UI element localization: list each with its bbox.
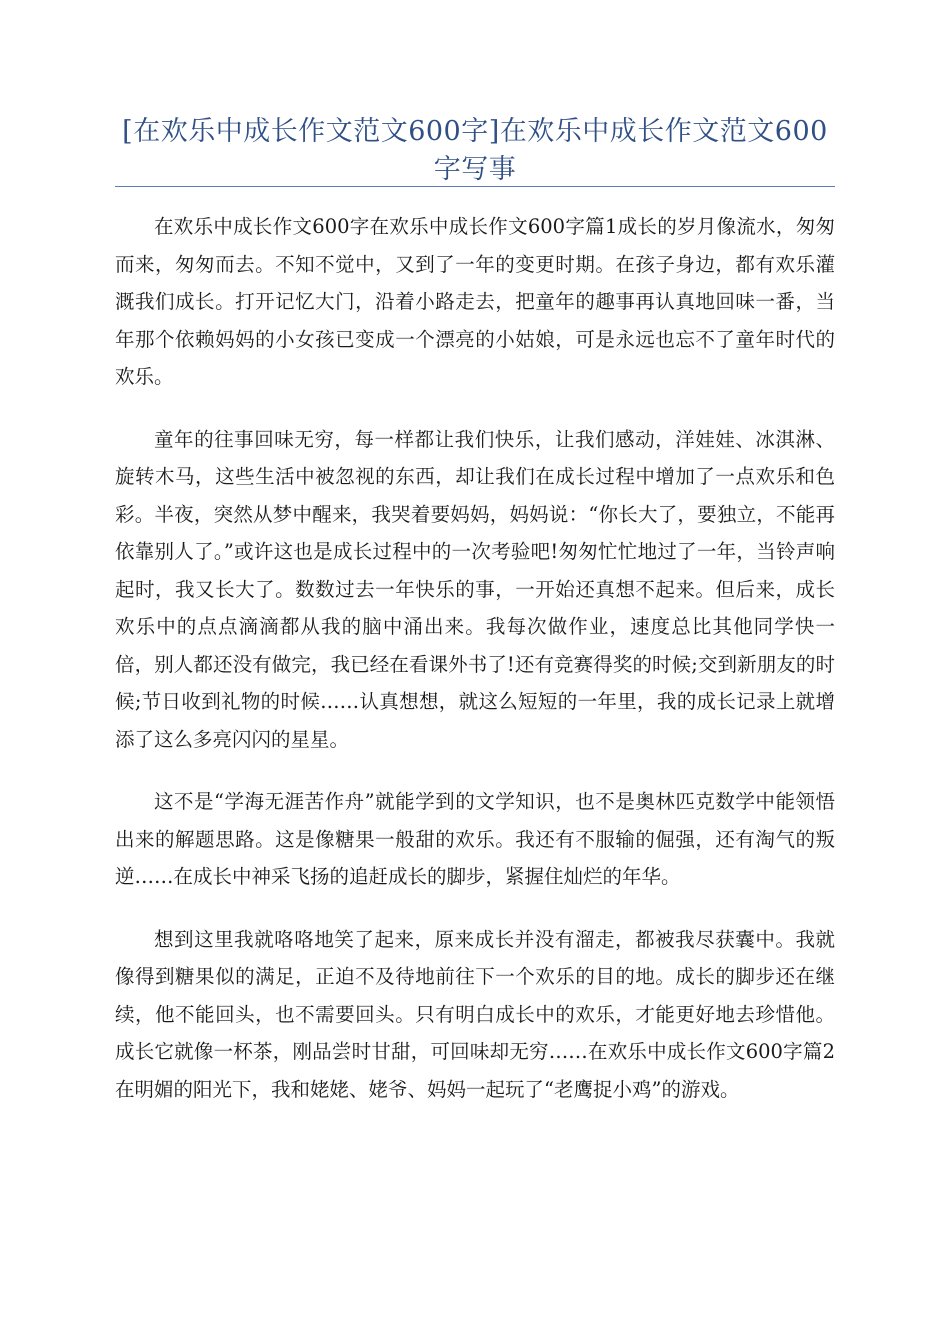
document-body xyxy=(115,208,835,1133)
paragraph-2: 童年的往事回味无穷，每一样都让我们快乐，让我们感动，洋娃娃、冰淇淋、旋转木马，这些生活中被忽视的东西，却让我们在成长过程中增加了一点欢乐和色彩。半夜，突然从梦中醒来，我哭着要妈妈，妈妈说：“你长大了，要独立，不能再依靠别人了。”或许这也是成长过程中的一次考验吧!匆匆忙忙地过了一年，当铃声响起时，我又长大了。数数过去一年快乐的事，一开始还真想不起来。但后来，成长欢乐中的点点滴滴都从我的脑中涌出来。我每次做作业，速度总比其他同学快一倍，别人都还没有做完，我已经在看课外书了!还有竞赛得奖的时候;交到新朋友的时候;节日收到礼物的时候……认真想想，就这么短短的一年里，我的成长记录上就增添了这么多亮闪闪的星星。 xyxy=(115,427,835,751)
title-underline xyxy=(115,186,835,187)
paragraph-1: 在欢乐中成长作文600字在欢乐中成长作文600字篇1成长的岁月像流水，匆匆而来，匆匆而去。不知不觉中，又到了一年的变更时期。在孩子身边，都有欢乐灌溉我们成长。打开记忆大门，沿着小路走去，把童年的趣事再认真地回味一番，当年那个依赖妈妈的小女孩已变成一个漂亮的小姑娘，可是永远也忘不了童年时代的欢乐。 xyxy=(115,215,835,388)
paragraph-4: 想到这里我就咯咯地笑了起来，原来成长并没有溜走，都被我尽获囊中。我就像得到糖果似的满足，正迫不及待地前往下一个欢乐的目的地。成长的脚步还在继续，他不能回头，也不需要回头。只有明白成长中的欢乐，才能更好地去珍惜他。成长它就像一杯茶，刚品尝时甘甜，可回味却无穷……在欢乐中成长作文600字篇2在明媚的阳光下，我和姥姥、姥爷、妈妈一起玩了“老鹰捉小鸡”的游戏。 xyxy=(115,927,835,1101)
paragraph-3: 这不是“学海无涯苦作舟”就能学到的文学知识，也不是奥林匹克数学中能领悟出来的解题思路。这是像糖果一般甜的欢乐。我还有不服输的倔强，还有淘气的叛逆……在成长中神采飞扬的追赶成长的脚步，紧握住灿烂的年华。 xyxy=(115,790,835,888)
document-title: [在欢乐中成长作文范文600字]在欢乐中成长作文范文600字写事 xyxy=(122,116,828,185)
